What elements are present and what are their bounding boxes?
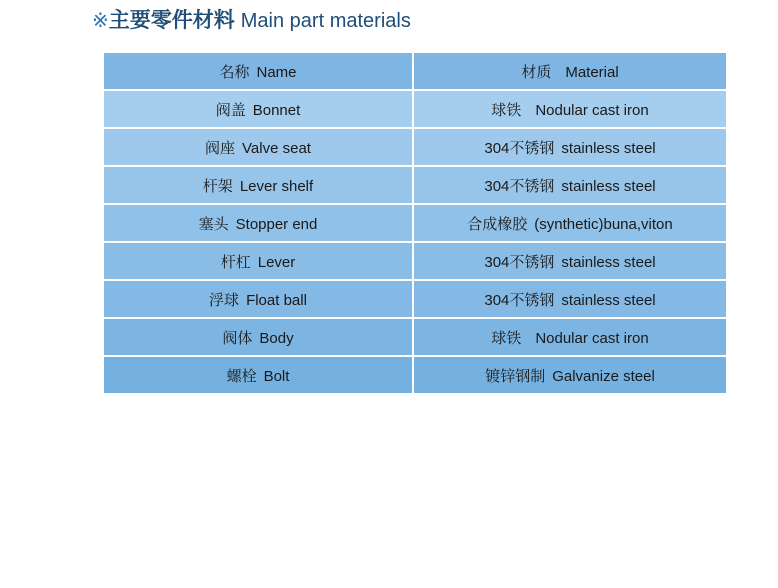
cell-material [414, 129, 726, 165]
part-name-en: Stopper end [235, 215, 318, 233]
table-row [104, 129, 726, 165]
page-title-en: Main part materials [240, 10, 411, 32]
cell-part-name [104, 129, 412, 165]
column-header-name-en: Name [256, 63, 297, 81]
part-name-en: Body [259, 329, 294, 347]
cell-material [414, 357, 726, 393]
cell-material [414, 91, 726, 127]
column-header-name [104, 53, 412, 89]
material-cn: 球铁 [491, 329, 522, 347]
part-name-en: Bolt [263, 367, 290, 385]
cell-material [414, 281, 726, 317]
table-row [104, 167, 726, 203]
part-name-en: Valve seat [242, 139, 311, 157]
cell-part-name [104, 319, 412, 355]
materials-table-body [104, 53, 726, 393]
table-row [104, 281, 726, 317]
cell-material [414, 167, 726, 203]
material-cn: 合成橡胶 [467, 215, 528, 233]
part-name-en: Float ball [246, 291, 307, 309]
material-en: Nodular cast iron [535, 101, 649, 119]
material-cn: 304不锈钢 [484, 253, 555, 271]
cell-material [414, 205, 726, 241]
cell-material [414, 243, 726, 279]
part-name-cn: 浮球 [209, 291, 240, 309]
title-marker-icon: ※ [92, 10, 109, 32]
part-name-cn: 杆架 [202, 177, 233, 195]
material-cn: 球铁 [491, 101, 522, 119]
material-en: Nodular cast iron [535, 329, 649, 347]
part-name-en: Bonnet [252, 101, 301, 119]
material-cn: 304不锈钢 [484, 291, 555, 309]
material-en: Galvanize steel [552, 367, 655, 385]
part-name-cn: 阀座 [205, 139, 236, 157]
column-header-name-cn: 名称 [219, 63, 250, 81]
cell-material [414, 319, 726, 355]
table-row [104, 357, 726, 393]
column-header-material-cn: 材质 [521, 63, 552, 81]
part-name-en: Lever [257, 253, 296, 271]
materials-table [102, 51, 728, 395]
part-name-cn: 杆杠 [220, 253, 251, 271]
material-cn: 304不锈钢 [484, 177, 555, 195]
material-en: (synthetic)buna,viton [534, 215, 673, 233]
page-title-cn: 主要零件材料 [108, 9, 235, 32]
cell-part-name [104, 91, 412, 127]
material-en: stainless steel [561, 177, 656, 195]
material-en: stainless steel [561, 291, 656, 309]
part-name-cn: 螺栓 [226, 367, 257, 385]
cell-part-name [104, 205, 412, 241]
cell-part-name [104, 243, 412, 279]
table-header-row [104, 53, 726, 89]
table-row [104, 91, 726, 127]
part-name-cn: 阀盖 [215, 101, 246, 119]
table-row [104, 319, 726, 355]
cell-part-name [104, 357, 412, 393]
table-row [104, 205, 726, 241]
table-row [104, 243, 726, 279]
material-cn: 镀锌钢制 [485, 367, 546, 385]
cell-part-name [104, 281, 412, 317]
part-name-cn: 阀体 [222, 329, 253, 347]
column-header-material-en: Material [565, 63, 619, 81]
cell-part-name [104, 167, 412, 203]
material-cn: 304不锈钢 [484, 139, 555, 157]
page-title [92, 4, 411, 34]
column-header-material [414, 53, 726, 89]
part-name-cn: 塞头 [198, 215, 229, 233]
material-en: stainless steel [561, 139, 656, 157]
material-en: stainless steel [561, 253, 656, 271]
part-name-en: Lever shelf [239, 177, 314, 195]
